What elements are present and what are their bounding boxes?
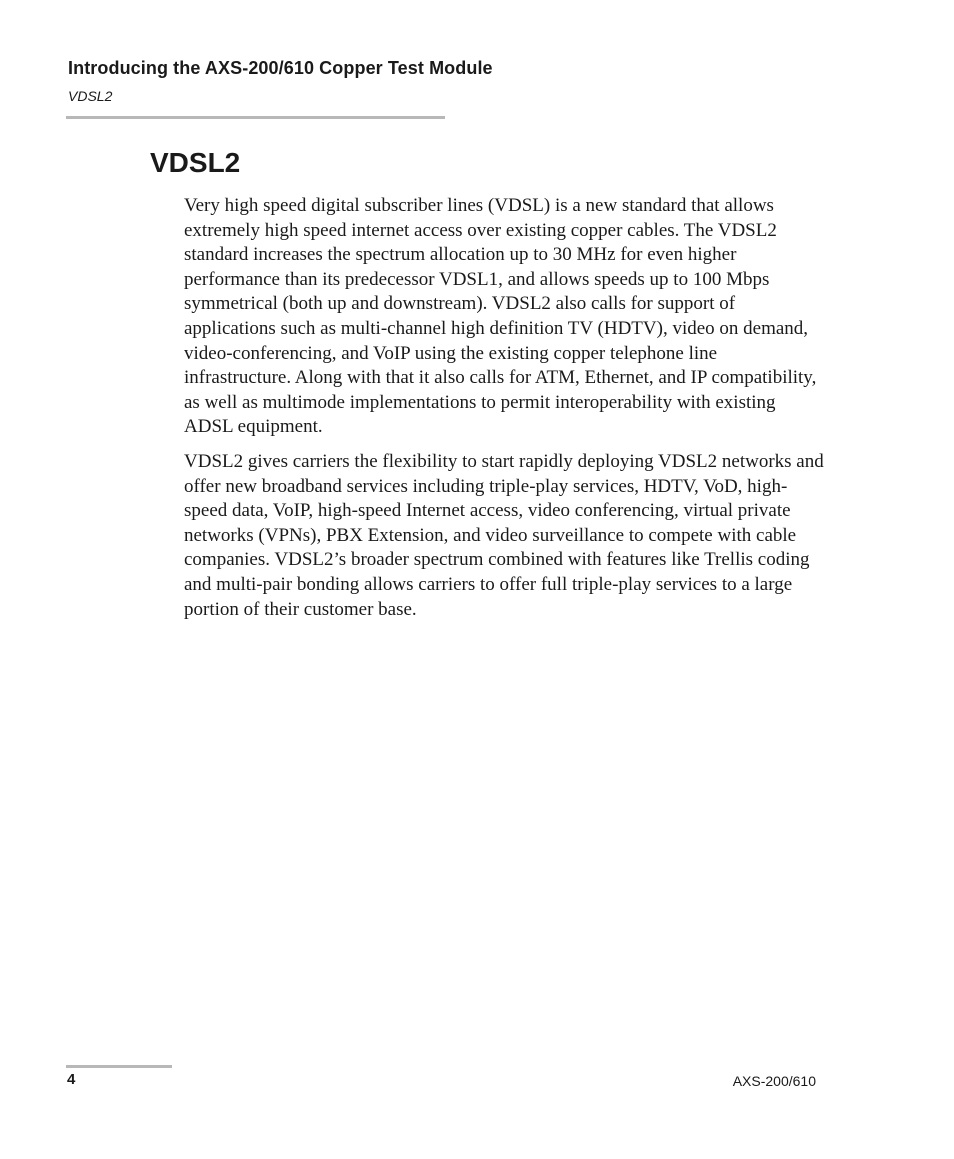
header-divider bbox=[66, 116, 445, 119]
section-heading: VDSL2 bbox=[150, 147, 241, 178]
paragraph-vdsl-overview: Very high speed digital subscriber lines (VDSL) is a new standard that allows extremely high speed internet access over existing copper cables. The VDSL2 standard increases the spectrum allocation up to 30 MHz for even higher performance than its predecessor VDSL1, and allows speeds up to 100 Mbps symmetrical (both up and downstream). VDSL2 also calls for support of applications such as multi-channel high definition TV (HDTV), video on demand, video-conferencing, and VoIP using the existing copper telephone line infrastructure. Along with that it also calls for ATM, Ethernet, and IP compatibility, as well as multimode implementations to permit interoperability with existing ADSL equipment. bbox=[184, 195, 817, 438]
running-header bbox=[68, 56, 668, 106]
footer-product-name: AXS-200/610 bbox=[732, 1073, 816, 1089]
chapter-title: Introducing the AXS-200/610 Copper Test Module bbox=[68, 58, 493, 78]
body-text bbox=[184, 194, 824, 632]
footer-divider bbox=[66, 1065, 172, 1068]
page-number: 4 bbox=[67, 1071, 76, 1088]
paragraph-vdsl2-benefits: VDSL2 gives carriers the flexibility to start rapidly deploying VDSL2 networks and offer new broadband services including triple-play services, HDTV, VoD, high-speed data, VoIP, high-speed Internet access, video conferencing, virtual private networks (VPNs), PBX Extension, and video surveillance to compete with cable companies. VDSL2’s broader spectrum combined with features like Trellis coding and multi-pair bonding allows carriers to offer full triple-play services to a large portion of their customer base. bbox=[184, 450, 824, 620]
section-subtitle: VDSL2 bbox=[68, 88, 113, 104]
